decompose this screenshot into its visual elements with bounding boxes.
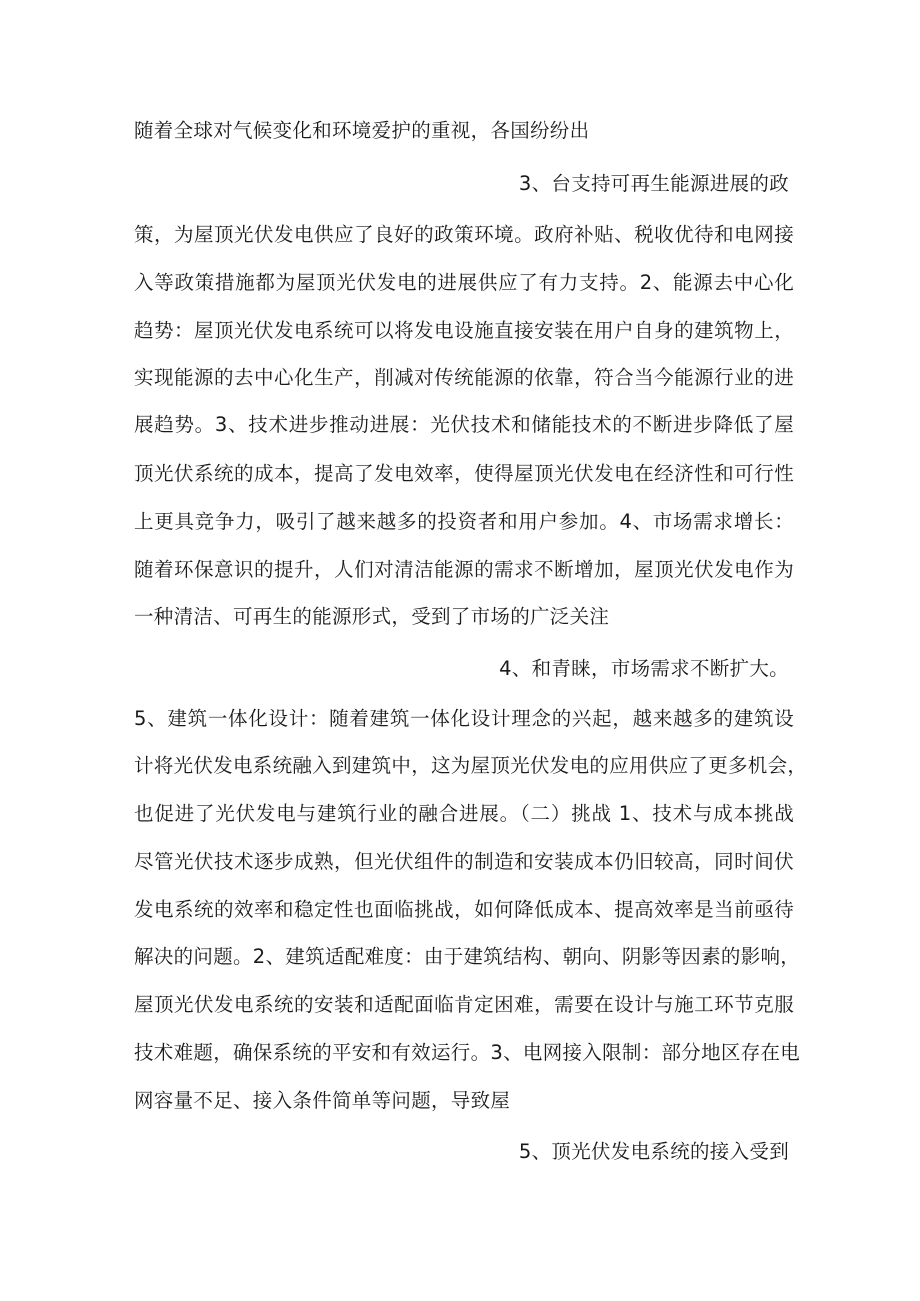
- text-line-13: 5、建筑一体化设计：随着建筑一体化设计理念的兴起，越来越多的建筑设: [134, 707, 794, 730]
- text-line-7: 展趋势。3、技术进步推动进展：光伏技术和储能技术的不断进步降低了屋: [134, 413, 794, 436]
- text-line-15: 也促进了光伏发电与建筑行业的融合进展。（二）挑战 1、技术与成本挑战: [134, 802, 794, 825]
- text-line-1: 随着全球对气候变化和环境爱护的重视，各国纷纷出: [134, 119, 590, 142]
- text-line-3: 策，为屋顶光伏发电供应了良好的政策环境。政府补贴、税收优待和电网接: [134, 223, 794, 246]
- text-line-11: 一种清洁、可再生的能源形式，受到了市场的广泛关注: [134, 605, 610, 628]
- text-line-19: 屋顶光伏发电系统的安装和适配面临肯定困难，需要在设计与施工环节克服: [134, 993, 794, 1016]
- text-line-22: 5、顶光伏发电系统的接入受到: [518, 1140, 789, 1163]
- text-line-14: 计将光伏发电系统融入到建筑中，这为屋顶光伏发电的应用供应了更多机会，: [134, 754, 808, 777]
- text-line-6: 实现能源的去中心化生产，削减对传统能源的依靠，符合当今能源行业的进: [134, 366, 794, 389]
- text-line-18: 解决的问题。2、建筑适配难度：由于建筑结构、朝向、阴影等因素的影响，: [134, 945, 801, 968]
- text-line-8: 顶光伏系统的成本，提高了发电效率，使得屋顶光伏发电在经济性和可行性: [134, 462, 794, 485]
- text-line-20: 技术难题，确保系统的平安和有效运行。3、电网接入限制：部分地区存在电: [134, 1041, 801, 1064]
- text-line-2: 3、台支持可再生能源进展的政: [518, 172, 789, 195]
- text-line-9: 上更具竞争力，吸引了越来越多的投资者和用户参加。4、市场需求增长：: [134, 510, 794, 533]
- text-line-21: 网容量不足、接入条件简单等问题，导致屋: [134, 1089, 511, 1112]
- text-line-12: 4、和青睐，市场需求不断扩大。: [499, 657, 789, 680]
- text-line-10: 随着环保意识的提升，人们对清洁能源的需求不断增加，屋顶光伏发电作为: [134, 558, 794, 581]
- text-line-17: 发电系统的效率和稳定性也面临挑战，如何降低成本、提高效率是当前亟待: [134, 898, 794, 921]
- text-line-16: 尽管光伏技术逐步成熟，但光伏组件的制造和安装成本仍旧较高，同时间伏: [134, 850, 794, 873]
- text-line-5: 趋势：屋顶光伏发电系统可以将发电设施直接安装在用户自身的建筑物上，: [134, 319, 794, 342]
- text-line-4: 入等政策措施都为屋顶光伏发电的进展供应了有力支持。2、能源去中心化: [134, 271, 794, 294]
